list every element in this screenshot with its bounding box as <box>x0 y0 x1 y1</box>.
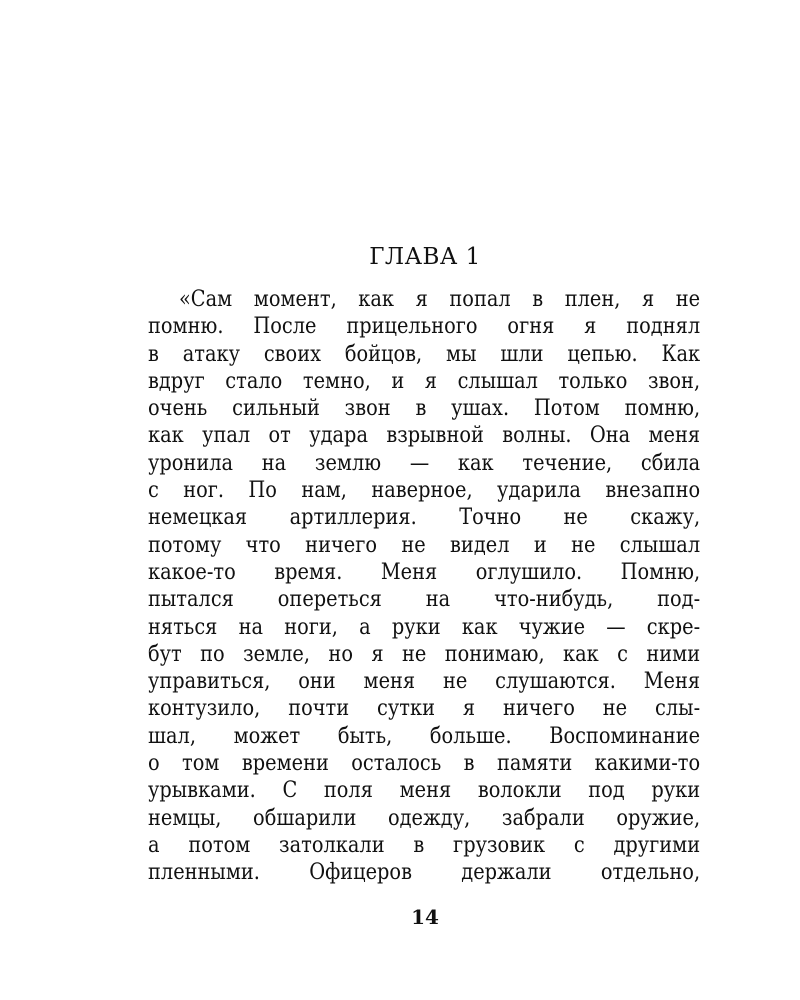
body-text <box>148 286 700 887</box>
text-line: бут по земле, но я не понимаю, как с ними <box>148 640 701 667</box>
text-line: управиться, они меня не слушаются. Меня <box>148 668 701 695</box>
text-line: пленными. Офицеров держали отдельно, <box>148 859 701 886</box>
text-line: какое-то время. Меня оглушило. Помню, <box>148 558 701 585</box>
chapter-title: ГЛАВА 1 <box>369 244 481 270</box>
text-line: немецкая артиллерия. Точно не скажу, <box>148 504 701 531</box>
text-line: в атаку своих бойцов, мы шли цепью. Как <box>148 340 701 367</box>
page-number: 14 <box>411 905 439 929</box>
text-line: «Сам момент, как я попал в плен, я не <box>178 286 701 312</box>
text-line: помню. После прицельного огня я поднял <box>148 313 701 340</box>
text-line: потому что ничего не видел и не слышал <box>148 531 701 558</box>
text-line: урывками. С поля меня волокли под руки <box>148 777 701 804</box>
text-line: контузило, почти сутки я ничего не слы- <box>148 695 701 722</box>
text-line: няться на ноги, а руки как чужие — скре- <box>148 613 701 640</box>
text-line: очень сильный звон в ушах. Потом помню, <box>148 395 701 422</box>
text-line: о том времени осталось в памяти какими-то <box>148 750 701 777</box>
text-line: шал, может быть, больше. Воспоминание <box>148 722 701 749</box>
text-line: с ног. По нам, наверное, ударила внезапно <box>148 477 701 504</box>
text-line: уронила на землю — как течение, сбила <box>148 449 701 476</box>
text-line: как упал от удара взрывной волны. Она меня <box>148 422 701 449</box>
text-line: вдруг стало темно, и я слышал только звон, <box>148 367 701 394</box>
text-line: а потом затолкали в грузовик с другими <box>148 831 701 858</box>
text-line: пытался опереться на что-нибудь, под- <box>148 586 701 613</box>
text-line: немцы, обшарили одежду, забрали оружие, <box>148 804 701 831</box>
